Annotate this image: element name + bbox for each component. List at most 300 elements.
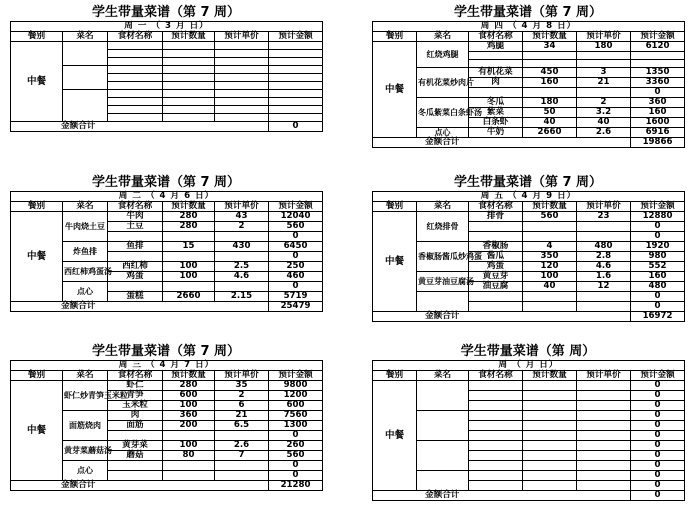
table-cell: 0: [631, 88, 685, 98]
table-cell: [108, 106, 163, 114]
col-ingredient: 食材名称: [108, 202, 163, 212]
table-cell: [163, 50, 215, 58]
table-cell: [215, 114, 269, 122]
table-cell: 100: [163, 441, 215, 451]
table-cell: [577, 302, 631, 312]
dish-name: 点心: [63, 282, 108, 302]
col-price: 预计单价: [215, 32, 269, 42]
table-cell: [215, 98, 269, 106]
table-cell: 0: [631, 431, 685, 441]
table-cell: 香椒肠: [469, 242, 523, 252]
table-cell: [108, 90, 163, 98]
total-label: 金额合计: [11, 302, 269, 312]
table-cell: 2660: [523, 128, 577, 138]
table-cell: [469, 421, 523, 431]
dish-name: 有机花菜炒肉片: [417, 68, 469, 98]
table-cell: 160: [523, 78, 577, 88]
table-cell: 100: [163, 401, 215, 411]
table-cell: [215, 66, 269, 74]
table-cell: 鸡腿: [469, 42, 523, 52]
table-cell: [108, 82, 163, 90]
table-cell: 2: [215, 391, 269, 401]
table-cell: [108, 50, 163, 58]
table-cell: 160: [631, 272, 685, 282]
table-cell: [163, 461, 215, 471]
table-cell: 2: [577, 98, 631, 108]
table-cell: 360: [631, 98, 685, 108]
table-cell: [577, 411, 631, 421]
table-cell: 0: [631, 401, 685, 411]
table-cell: [523, 381, 577, 391]
table-cell: [163, 114, 215, 122]
table-cell: 12040: [269, 212, 323, 222]
meal-label: 中餐: [11, 42, 63, 122]
col-price: 预计单价: [215, 371, 269, 381]
table-cell: 3.2: [577, 108, 631, 118]
table-cell: 西红柿: [108, 262, 163, 272]
table-cell: 0: [269, 232, 323, 242]
table-cell: 12: [577, 282, 631, 292]
table-cell: 0: [631, 292, 685, 302]
table-cell: 4.6: [577, 262, 631, 272]
table-cell: 酱瓜: [469, 252, 523, 262]
dish-name: 面筋烧肉: [63, 411, 108, 441]
col-price: 预计单价: [577, 371, 631, 381]
table-cell: 360: [163, 411, 215, 421]
table-row: [373, 242, 685, 252]
col-ingredient: 食材名称: [108, 371, 163, 381]
col-amount: 预计金额: [631, 371, 685, 381]
table-cell: 40: [577, 118, 631, 128]
col-ingredient: 食材名称: [469, 202, 523, 212]
table-cell: [269, 106, 323, 114]
table-cell: [108, 114, 163, 122]
table-cell: 180: [577, 42, 631, 52]
menu-panel-wednesday: [10, 345, 322, 510]
table-cell: [469, 461, 523, 471]
total-amount: 19866: [631, 138, 685, 148]
table-cell: 青笋: [108, 391, 163, 401]
day-header: 周 二 （ 4 月 6 日）: [11, 192, 323, 202]
total-row: [373, 491, 685, 501]
table-cell: 120: [523, 262, 577, 272]
col-meal: 餐别: [11, 32, 63, 42]
table-cell: [215, 232, 269, 242]
table-cell: 鸡蛋: [469, 262, 523, 272]
table-cell: 280: [163, 222, 215, 232]
table-cell: 0: [631, 391, 685, 401]
table-cell: [163, 90, 215, 98]
table-cell: 0: [269, 471, 323, 481]
table-cell: 蛋糕: [108, 292, 163, 302]
table-cell: 100: [163, 262, 215, 272]
table-cell: [523, 431, 577, 441]
table-cell: 牛奶: [469, 128, 523, 138]
total-amount: 16972: [631, 312, 685, 322]
table-cell: [269, 66, 323, 74]
table-cell: [215, 471, 269, 481]
table-cell: 蘑菇: [108, 451, 163, 461]
table-cell: 肉: [108, 411, 163, 421]
table-cell: [108, 461, 163, 471]
table-cell: [163, 82, 215, 90]
column-headers: [373, 202, 685, 212]
table-row: [373, 441, 685, 451]
table-cell: [631, 52, 685, 60]
total-label: 金额合计: [373, 138, 631, 148]
table-cell: 80: [163, 451, 215, 461]
table-cell: [523, 461, 577, 471]
dish-name: [417, 381, 469, 411]
table-cell: [523, 451, 577, 461]
table-cell: [163, 282, 215, 292]
table-cell: [269, 74, 323, 82]
table-cell: [108, 98, 163, 106]
table-cell: 552: [631, 262, 685, 272]
col-amount: 预计金额: [269, 32, 323, 42]
table-cell: 2.6: [215, 441, 269, 451]
table-cell: 2660: [163, 292, 215, 302]
table-cell: [163, 98, 215, 106]
table-cell: [523, 222, 577, 232]
table-cell: 1920: [631, 242, 685, 252]
table-cell: 560: [269, 222, 323, 232]
col-qty: 预计数量: [523, 202, 577, 212]
col-dish: 菜名: [417, 371, 469, 381]
meal-label: 中餐: [373, 42, 417, 138]
table-cell: [215, 74, 269, 82]
table-cell: 玉米粒: [108, 401, 163, 411]
table-cell: [523, 391, 577, 401]
table-cell: 1300: [269, 421, 323, 431]
table-cell: 600: [269, 401, 323, 411]
table-cell: [577, 451, 631, 461]
table-cell: [469, 88, 523, 98]
menu-table: [372, 360, 685, 501]
table-cell: 350: [523, 252, 577, 262]
dish-name: 虾仁炒青笋玉米粒: [63, 381, 108, 411]
dish-name: 西红柿鸡蛋汤: [63, 262, 108, 282]
table-cell: 虾仁: [108, 381, 163, 391]
table-cell: [577, 461, 631, 471]
table-cell: [215, 50, 269, 58]
table-cell: 2.8: [577, 252, 631, 262]
table-cell: [577, 481, 631, 491]
table-cell: 35: [215, 381, 269, 391]
table-cell: [215, 90, 269, 98]
table-cell: 有机花菜: [469, 68, 523, 78]
table-cell: [523, 88, 577, 98]
panel-title: 学生带量菜谱（第 7 周）: [91, 344, 241, 359]
table-cell: [269, 82, 323, 90]
total-label: 金额合计: [373, 312, 631, 322]
table-cell: 黄豆芽: [469, 272, 523, 282]
table-cell: [577, 431, 631, 441]
column-headers: [373, 371, 685, 381]
table-cell: 200: [163, 421, 215, 431]
total-row: [373, 312, 685, 322]
col-meal: 餐别: [373, 202, 417, 212]
table-cell: [215, 252, 269, 262]
col-qty: 预计数量: [163, 371, 215, 381]
day-header: 周 一 （ 3 月 日）: [11, 22, 323, 32]
menu-panel-tuesday: [10, 176, 322, 339]
table-cell: [108, 74, 163, 82]
total-amount: 0: [631, 491, 685, 501]
table-cell: [469, 302, 523, 312]
table-cell: [269, 58, 323, 66]
panel-title: 学生带量菜谱（第 7 周）: [453, 175, 603, 190]
table-cell: [215, 431, 269, 441]
table-cell: 560: [523, 212, 577, 222]
table-cell: 0: [269, 461, 323, 471]
table-cell: [163, 74, 215, 82]
table-cell: [215, 58, 269, 66]
col-amount: 预计金额: [631, 202, 685, 212]
col-dish: 菜名: [63, 202, 108, 212]
col-qty: 预计数量: [163, 202, 215, 212]
col-meal: 餐别: [11, 202, 63, 212]
table-cell: [269, 90, 323, 98]
table-cell: 0: [269, 252, 323, 262]
table-cell: 3360: [631, 78, 685, 88]
table-cell: [469, 451, 523, 461]
table-cell: 2.15: [215, 292, 269, 302]
table-cell: 0: [631, 471, 685, 481]
table-row: [373, 128, 685, 138]
table-cell: 180: [523, 98, 577, 108]
col-price: 预计单价: [215, 202, 269, 212]
panel-title: 学生带量菜谱（第 7 周）: [91, 5, 241, 20]
table-cell: 5719: [269, 292, 323, 302]
column-headers: [11, 371, 323, 381]
col-qty: 预计数量: [163, 32, 215, 42]
total-row: [11, 122, 323, 132]
table-cell: [577, 401, 631, 411]
table-cell: 7: [215, 451, 269, 461]
dish-name: 香椒肠酱瓜炒鸡蛋: [417, 242, 469, 272]
table-cell: [523, 292, 577, 302]
dish-name: 红烧鸡腿: [417, 42, 469, 68]
table-cell: 9800: [269, 381, 323, 391]
table-cell: [469, 222, 523, 232]
menu-table: [10, 191, 323, 312]
table-row: [11, 42, 323, 50]
column-headers: [11, 202, 323, 212]
col-price: 预计单价: [577, 202, 631, 212]
dish-name: [63, 90, 108, 122]
col-qty: 预计数量: [523, 32, 577, 42]
table-cell: 6120: [631, 42, 685, 52]
col-meal: 餐别: [373, 371, 417, 381]
table-cell: [469, 232, 523, 242]
menu-table: [10, 21, 323, 132]
table-cell: [469, 481, 523, 491]
table-row: [373, 212, 685, 222]
menu-panel-thursday: [372, 6, 684, 166]
table-cell: [469, 441, 523, 451]
table-cell: [469, 391, 523, 401]
col-amount: 预计金额: [269, 202, 323, 212]
table-cell: 0: [631, 421, 685, 431]
table-cell: 430: [215, 242, 269, 252]
col-dish: 菜名: [417, 202, 469, 212]
table-cell: [523, 401, 577, 411]
table-cell: [523, 471, 577, 481]
table-cell: [469, 52, 523, 60]
meal-label: 中餐: [373, 212, 417, 312]
table-row: [373, 68, 685, 78]
table-cell: 12880: [631, 212, 685, 222]
col-amount: 预计金额: [269, 371, 323, 381]
dish-name: [63, 42, 108, 66]
table-cell: 260: [269, 441, 323, 451]
table-cell: 450: [523, 68, 577, 78]
dish-name: [417, 441, 469, 471]
total-row: [11, 302, 323, 312]
table-cell: [523, 481, 577, 491]
table-cell: 160: [631, 108, 685, 118]
total-row: [11, 481, 323, 491]
menu-panel-monday: [10, 6, 322, 166]
table-cell: [523, 52, 577, 60]
table-cell: [108, 42, 163, 50]
total-row: [373, 138, 685, 148]
table-cell: 面筋: [108, 421, 163, 431]
table-cell: [577, 292, 631, 302]
table-cell: [108, 58, 163, 66]
table-cell: [577, 222, 631, 232]
table-cell: 0: [269, 282, 323, 292]
table-cell: 1350: [631, 68, 685, 78]
table-cell: [523, 302, 577, 312]
total-amount: 21280: [269, 481, 323, 491]
table-cell: 紫菜: [469, 108, 523, 118]
table-row: [11, 381, 323, 391]
table-cell: 白条虾: [469, 118, 523, 128]
table-cell: [108, 282, 163, 292]
table-cell: [215, 282, 269, 292]
col-price: 预计单价: [577, 32, 631, 42]
dish-name: 牛肉烧土豆: [63, 212, 108, 242]
menu-table: [10, 360, 323, 491]
table-cell: 980: [631, 252, 685, 262]
table-cell: 0: [631, 441, 685, 451]
table-cell: 牛肉: [108, 212, 163, 222]
col-dish: 菜名: [417, 32, 469, 42]
table-cell: 4: [523, 242, 577, 252]
table-cell: [523, 441, 577, 451]
table-cell: [523, 411, 577, 421]
panel-title: 学生带量菜谱（第 周）: [460, 344, 596, 359]
table-cell: 鱼排: [108, 242, 163, 252]
table-cell: [469, 292, 523, 302]
table-cell: 280: [163, 381, 215, 391]
table-cell: [577, 52, 631, 60]
table-cell: 21: [215, 411, 269, 421]
table-cell: 2.5: [215, 262, 269, 272]
dish-name: 黄豆芽油豆腐汤: [417, 272, 469, 292]
total-amount: 0: [269, 122, 323, 132]
table-cell: [577, 441, 631, 451]
table-row: [373, 42, 685, 52]
table-cell: 0: [631, 381, 685, 391]
table-row: [11, 212, 323, 222]
table-cell: 0: [631, 302, 685, 312]
day-header: 周 四 （ 4 月 8 日）: [373, 22, 685, 32]
menu-panel-friday: [372, 176, 684, 339]
menu-table: [372, 21, 685, 148]
table-cell: 4.6: [215, 272, 269, 282]
meal-label: 中餐: [11, 212, 63, 302]
meal-label: 中餐: [373, 381, 417, 491]
table-cell: 2.6: [577, 128, 631, 138]
table-cell: 1.6: [577, 272, 631, 282]
total-label: 金额合计: [11, 481, 269, 491]
dish-name: 冬瓜紫菜白条虾汤: [417, 98, 469, 128]
table-cell: 3: [577, 68, 631, 78]
table-cell: 7560: [269, 411, 323, 421]
table-cell: 0: [631, 411, 685, 421]
table-cell: 0: [631, 222, 685, 232]
col-ingredient: 食材名称: [469, 371, 523, 381]
table-cell: [469, 471, 523, 481]
day-header: 周 五 （ 4 月 9 日）: [373, 192, 685, 202]
table-cell: [269, 50, 323, 58]
table-row: [373, 98, 685, 108]
table-row: [373, 471, 685, 481]
col-dish: 菜名: [63, 371, 108, 381]
table-cell: [577, 232, 631, 242]
table-row: [373, 272, 685, 282]
table-cell: 280: [163, 212, 215, 222]
table-cell: 460: [269, 272, 323, 282]
table-cell: 6916: [631, 128, 685, 138]
dish-name: [63, 66, 108, 90]
table-cell: [469, 401, 523, 411]
table-row: [373, 411, 685, 421]
menu-panel-blank: [372, 345, 684, 510]
table-cell: 黄芽菜: [108, 441, 163, 451]
col-qty: 预计数量: [523, 371, 577, 381]
table-cell: [577, 88, 631, 98]
table-cell: [163, 431, 215, 441]
col-ingredient: 食材名称: [469, 32, 523, 42]
table-cell: 40: [523, 118, 577, 128]
col-ingredient: 食材名称: [108, 32, 163, 42]
table-cell: 480: [577, 242, 631, 252]
table-cell: 0: [631, 461, 685, 471]
table-cell: 土豆: [108, 222, 163, 232]
table-cell: 2: [215, 222, 269, 232]
table-cell: 250: [269, 262, 323, 272]
table-cell: 0: [631, 232, 685, 242]
table-row: [373, 292, 685, 302]
table-cell: [163, 66, 215, 74]
table-cell: [163, 42, 215, 50]
panel-title: 学生带量菜谱（第 7 周）: [91, 175, 241, 190]
table-cell: [163, 471, 215, 481]
table-cell: [577, 421, 631, 431]
table-cell: 21: [577, 78, 631, 88]
table-cell: [108, 232, 163, 242]
table-cell: [269, 98, 323, 106]
meal-label: 中餐: [11, 381, 63, 481]
table-cell: [108, 66, 163, 74]
col-amount: 预计金额: [631, 32, 685, 42]
table-cell: 鸡蛋: [108, 272, 163, 282]
table-cell: 1200: [269, 391, 323, 401]
